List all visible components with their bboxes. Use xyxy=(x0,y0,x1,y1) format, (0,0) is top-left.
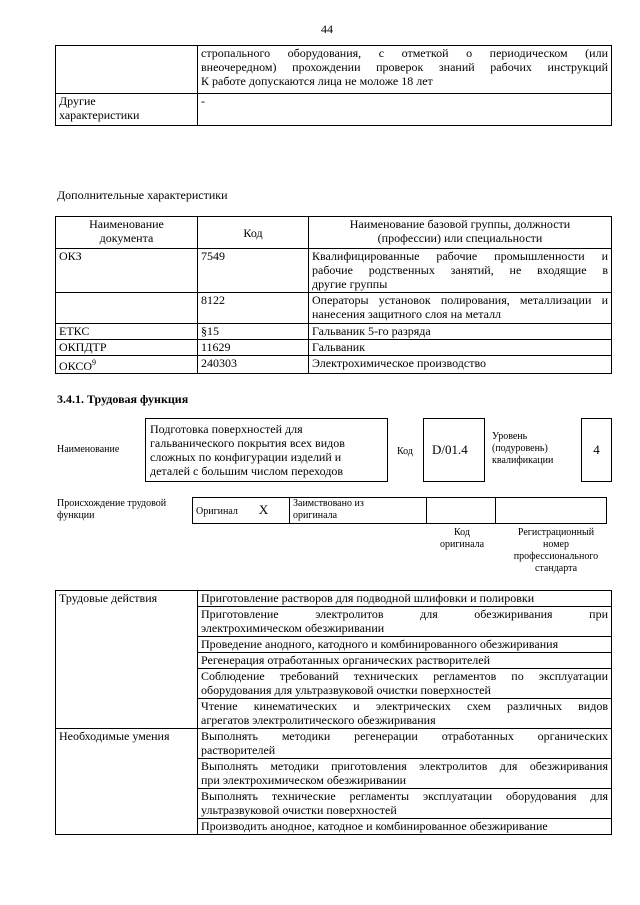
row-code: 8122 xyxy=(198,293,309,324)
additional-header-row xyxy=(56,217,612,249)
function-heading: 3.4.1. Трудовая функция xyxy=(57,392,189,406)
function-code-box: D/01.4 xyxy=(423,418,485,482)
header-code: Код xyxy=(198,217,309,249)
skills-label: Необходимые умения xyxy=(56,729,198,835)
additional-row-okz-2 xyxy=(56,293,612,324)
actions-skills-table xyxy=(55,590,612,835)
original-mark: X xyxy=(258,502,269,517)
code-label: Код xyxy=(397,446,413,457)
original-code-cell xyxy=(427,498,496,524)
row-doc: ОКЗ xyxy=(56,249,198,293)
level-box: 4 xyxy=(581,418,612,482)
row-doc xyxy=(56,293,198,324)
skill-item: Выполнять технические регламенты эксплуатации оборудования для ультразвуковой очистки поверхностей xyxy=(198,789,612,819)
row-code: 11629 xyxy=(198,340,309,356)
origin-table xyxy=(192,497,607,524)
reg-caption: Регистрационный номер профессионального стандарта xyxy=(513,527,599,574)
additional-heading: Дополнительные характеристики xyxy=(57,188,228,202)
level-label: Уровень (подуровень) квалификации xyxy=(492,431,554,466)
origin-label: Происхождение трудовой функции xyxy=(57,498,167,521)
action-item: Чтение кинематических и электрических схем различных видов агрегатов электролитического обезжиривания xyxy=(198,699,612,729)
row-name: Гальваник 5-го разряда xyxy=(309,324,612,340)
action-item: Проведение анодного, катодного и комбинированного обезжиривания xyxy=(198,637,612,653)
skills-row xyxy=(56,729,612,759)
row-code: 240303 xyxy=(198,356,309,374)
row-name: Квалифицированные рабочие промышленности и рабочие родственных занятий, не входящие в другие группы xyxy=(309,249,612,293)
code-caption: Код оригинала xyxy=(439,527,485,550)
top-table-empty-cell xyxy=(56,46,198,94)
original-cell: Оригинал X xyxy=(193,498,290,524)
header-doc: Наименование документа xyxy=(56,217,198,249)
row-doc: ОКСО$^9$ xyxy=(56,356,198,374)
action-item: Соблюдение требований технических регламентов по эксплуатации оборудования для ультразвуковой очистки поверхностей xyxy=(198,669,612,699)
actions-row xyxy=(56,591,612,607)
skill-item: Производить анодное, катодное и комбинированное обезжиривание xyxy=(198,819,612,835)
action-item: Регенерация отработанных органических растворителей xyxy=(198,653,612,669)
name-label: Наименование xyxy=(57,444,120,455)
top-table-row1-text: стропального оборудования, с отметкой о периодическом (или внеочередном) прохождении проверок знаний рабочих инструкций К работе допускаются лица не моложе 18 лет xyxy=(198,46,612,94)
row-doc: ОКПДТР xyxy=(56,340,198,356)
other-characteristics-value: - xyxy=(198,94,612,126)
row-doc: ЕТКС xyxy=(56,324,198,340)
top-table xyxy=(55,45,612,126)
row-code: 7549 xyxy=(198,249,309,293)
additional-table xyxy=(55,216,612,374)
skill-item: Выполнять методики приготовления электролитов для обезжиривания при электрохимическом обезжиривании xyxy=(198,759,612,789)
action-item: Приготовление растворов для подводной шлифовки и полировки xyxy=(198,591,612,607)
additional-row-okpdtr xyxy=(56,340,612,356)
borrowed-cell: Заимствовано из оригинала xyxy=(290,498,427,524)
row-name: Гальваник xyxy=(309,340,612,356)
skill-item: Выполнять методики регенерации отработанных органических растворителей xyxy=(198,729,612,759)
actions-label: Трудовые действия xyxy=(56,591,198,729)
reg-number-cell xyxy=(496,498,607,524)
row-name: Электрохимическое производство xyxy=(309,356,612,374)
row-code: §15 xyxy=(198,324,309,340)
page-number: 44 xyxy=(321,22,333,36)
row-name: Операторы установок полирования, металлизации и нанесения защитного слоя на металл xyxy=(309,293,612,324)
header-name: Наименование базовой группы, должности (профессии) или специальности xyxy=(309,217,612,249)
other-characteristics-label: Другие характеристики xyxy=(56,94,198,126)
additional-row-etks xyxy=(56,324,612,340)
function-name-box: Подготовка поверхностей для гальванического покрытия всех видов сложных по конфигурации изделий и деталей с большим числом переходов xyxy=(145,418,388,482)
additional-row-okz xyxy=(56,249,612,293)
additional-row-okso xyxy=(56,356,612,374)
footnote-mark: 9 xyxy=(92,358,97,367)
action-item: Приготовление электролитов для обезжиривания при электрохимическом обезжиривании xyxy=(198,607,612,637)
